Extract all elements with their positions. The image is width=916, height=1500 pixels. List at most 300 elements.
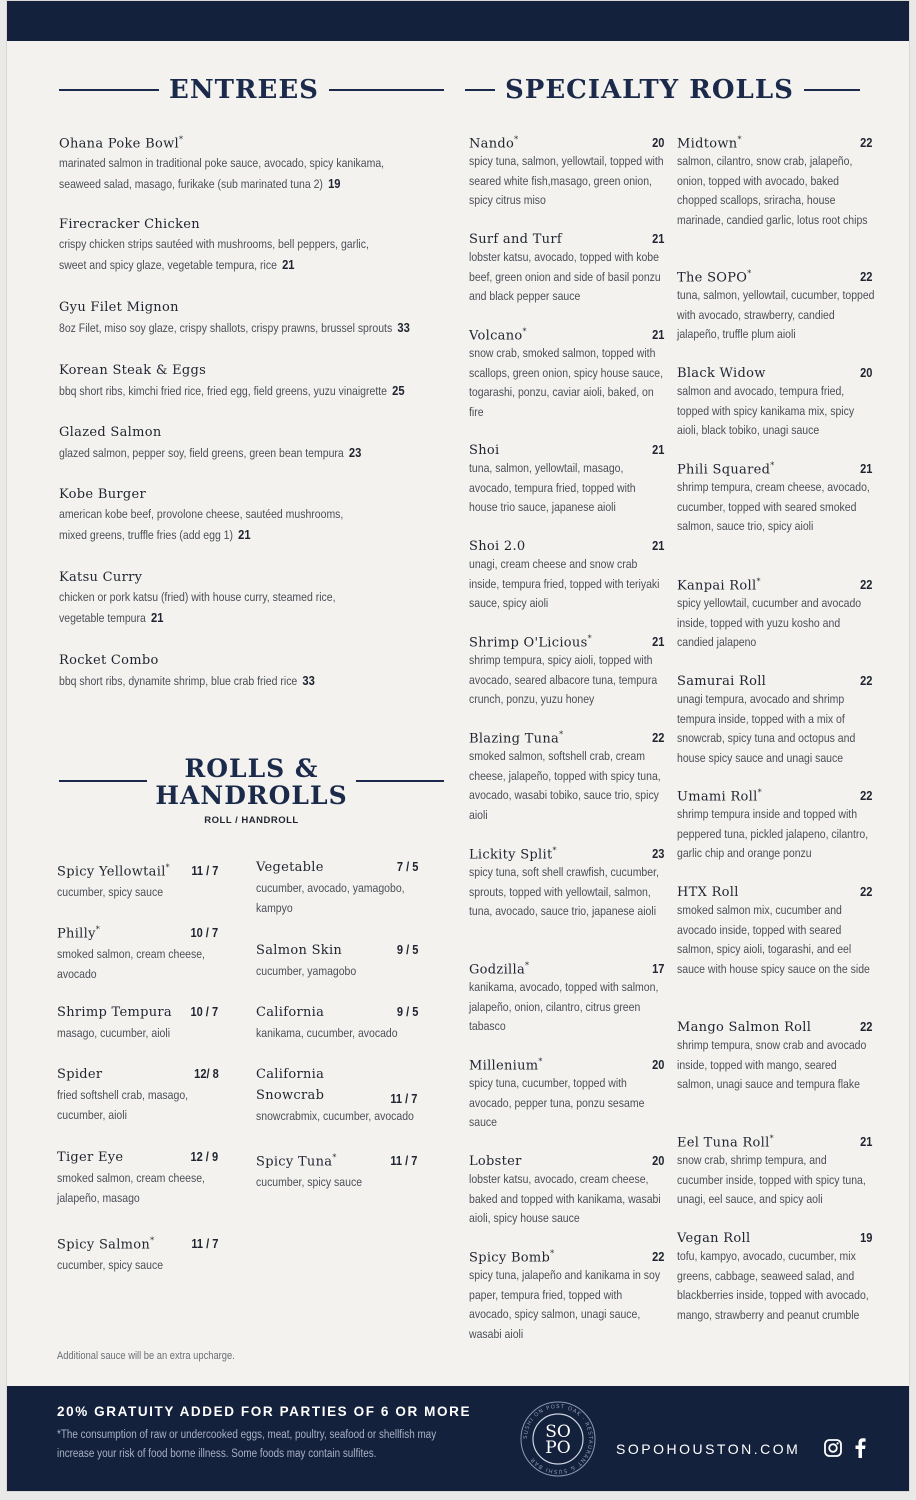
- specialty-roll-price: 22: [859, 269, 872, 285]
- entrees-header: [59, 75, 444, 105]
- specialty-roll-header: [677, 577, 873, 593]
- entree-desc-text: seaweed salad, masago, furikake (sub marinated tuna 2): [59, 176, 323, 191]
- roll-item-price: 12/ 8: [194, 1066, 219, 1081]
- roll-item-price: 11 / 7: [390, 1091, 418, 1106]
- specialty-roll-header: [469, 961, 665, 977]
- specialty-roll: [469, 231, 665, 307]
- top-band: [7, 1, 910, 41]
- entree-name: [59, 300, 459, 315]
- specialty-roll-price: 20: [651, 1153, 664, 1168]
- specialty-roll: [469, 634, 665, 710]
- specialty-roll-price: 19: [859, 1230, 872, 1245]
- specialty-roll-header: [469, 1249, 665, 1265]
- entree-price: 21: [238, 526, 251, 542]
- roll-item: [57, 1147, 221, 1208]
- roll-item-name-text: Spicy Salmon: [57, 1237, 151, 1253]
- specialty-roll-header: [469, 538, 665, 554]
- specialty-roll-name-text: Kanpai Roll: [677, 578, 757, 594]
- specialty-roll-name: [677, 577, 761, 593]
- rolls-header: [59, 756, 444, 828]
- roll-item-name-text: California Snowcrab: [256, 1067, 325, 1103]
- specialty-header: [465, 75, 860, 105]
- roll-item-description: smoked salmon, cream cheese, avocado: [57, 947, 205, 981]
- roll-item-price: 10 / 7: [190, 925, 219, 941]
- specialty-roll-name-text: Black Widow: [677, 366, 766, 381]
- specialty-roll-name: [677, 461, 775, 477]
- roll-item: [256, 1002, 420, 1044]
- rolls-title-line2: HANDROLLS: [155, 781, 348, 810]
- entree-desc-text: bbq short ribs, dynamite shrimp, blue crab fried rice: [59, 674, 298, 688]
- specialty-roll-price: 17: [651, 961, 664, 977]
- roll-item: [57, 857, 221, 903]
- specialty-roll-name: [677, 674, 766, 689]
- specialty-roll-price: 20: [651, 1057, 664, 1073]
- svg-text:SO: SO: [545, 1422, 571, 1442]
- entree-desc-text: vegetable tempura: [59, 610, 146, 625]
- specialty-title: SPECIALTY ROLLS: [505, 75, 794, 105]
- specialty-roll-name-text: Volcano: [469, 328, 523, 344]
- specialty-roll-description: spicy tuna, soft shell crawfish, cucumber, sprouts, topped with yellowtail, salmon, tuna, avocado, sauce trio, japanese aioli: [469, 865, 659, 919]
- specialty-roll-name-text: Blazing Tuna: [469, 731, 560, 747]
- sopo-logo: [518, 1399, 598, 1479]
- specialty-roll-star: *: [770, 461, 775, 470]
- entree-desc-line2: [59, 525, 455, 546]
- roll-item-name-text: Vegetable: [256, 860, 324, 875]
- roll-item-header: [256, 1002, 420, 1023]
- roll-item-price: 9 / 5: [396, 1004, 419, 1019]
- entree-desc-text: glazed salmon, pepper soy, field greens, green bean tempura: [59, 446, 344, 460]
- roll-item-name: [57, 919, 100, 944]
- specialty-roll-name-text: Lickity Split: [469, 847, 553, 863]
- specialty-roll-header: [677, 1230, 873, 1246]
- specialty-roll: [469, 135, 665, 211]
- entree-desc-line2: [59, 608, 455, 629]
- specialty-roll-name: [469, 1249, 554, 1265]
- entree-description: [59, 588, 455, 628]
- specialty-roll-description: spicy tuna, jalapeño and kanikama in soy paper, tempura fried, topped with avocado, spicy salmon, unagi sauce, wasabi aioli: [469, 1268, 661, 1341]
- specialty-roll-header: [677, 673, 873, 689]
- specialty-roll-star: *: [756, 577, 761, 586]
- specialty-roll: [469, 1249, 665, 1344]
- gratuity-notice: 20% GRATUITY ADDED FOR PARTIES OF 6 OR MORE: [57, 1404, 472, 1419]
- specialty-roll: [469, 442, 665, 518]
- specialty-roll: [469, 1057, 665, 1133]
- specialty-roll-name: [469, 634, 592, 650]
- roll-item-description: fried softshell crab, masago, cucumber, aioli: [57, 1088, 189, 1122]
- specialty-roll-name-text: HTX Roll: [677, 885, 739, 900]
- specialty-roll-price: 22: [651, 730, 664, 746]
- specialty-roll-price: 22: [859, 1019, 872, 1034]
- specialty-roll: [469, 327, 665, 422]
- entree-price: 33: [397, 320, 410, 335]
- specialty-roll-name: [677, 885, 739, 900]
- specialty-roll-name-text: Eel Tuna Roll: [677, 1135, 770, 1151]
- entree-desc-line2: [59, 318, 455, 339]
- specialty-roll-header: [469, 327, 665, 343]
- entree-name-text: Korean Steak & Eggs: [59, 363, 207, 378]
- entree-desc-text: 8oz Filet, miso soy glaze, crispy shallots, crispy prawns, brussel sprouts: [59, 321, 393, 335]
- specialty-roll-name: [469, 961, 529, 977]
- specialty-roll-description: spicy yellowtail, cucumber and avocado inside, topped with yuzu kosho and candied jalapeno: [677, 596, 862, 650]
- roll-item-description: kanikama, cucumber, avocado: [256, 1026, 398, 1040]
- entree-item: [59, 653, 459, 692]
- specialty-roll-name-text: Lobster: [469, 1154, 522, 1169]
- entree-desc-line2: [59, 671, 455, 692]
- roll-item-name-text: Spider: [57, 1067, 103, 1082]
- roll-item-description: cucumber, spicy sauce: [57, 1258, 164, 1273]
- specialty-roll-name-text: Mango Salmon Roll: [677, 1020, 812, 1035]
- specialty-roll-name: [469, 327, 527, 343]
- specialty-roll-description: snow crab, smoked salmon, topped with scallops, green onion, spicy house sauce, togarashi, ponzu, caviar aioli, baked, on fire: [469, 346, 664, 419]
- specialty-roll-name-text: Umami Roll: [677, 789, 758, 805]
- roll-item: [256, 940, 420, 982]
- specialty-roll: [469, 538, 665, 614]
- entree-name-text: Rocket Combo: [59, 653, 159, 668]
- entree-item: [59, 570, 459, 628]
- specialty-roll-price: 21: [859, 1134, 872, 1150]
- roll-item: [256, 857, 420, 918]
- roll-item: [57, 1230, 221, 1276]
- specialty-roll-star: *: [552, 846, 557, 855]
- specialty-roll-star: *: [737, 135, 742, 144]
- entree-item: [59, 425, 459, 464]
- roll-item-header: [57, 1002, 221, 1023]
- roll-item-header: [57, 1147, 221, 1168]
- roll-item-name: [256, 1064, 366, 1106]
- entree-item: [59, 217, 459, 275]
- specialty-roll-name-text: The SOPO: [677, 270, 748, 286]
- roll-item-name: [57, 1147, 123, 1168]
- roll-item-name-text: California: [256, 1005, 325, 1020]
- roll-item-name-text: Philly: [57, 926, 96, 942]
- specialty-roll-name-text: Midtown: [677, 136, 738, 152]
- roll-item-header: [256, 1147, 420, 1172]
- specialty-roll-header: [469, 846, 665, 862]
- roll-item-star: *: [332, 1153, 337, 1162]
- specialty-roll-star: *: [757, 788, 762, 797]
- specialty-roll-header: [677, 1019, 873, 1035]
- entree-name: [59, 653, 459, 668]
- specialty-roll-header: [469, 442, 665, 458]
- specialty-roll-description: lobster katsu, avocado, topped with kobe beef, green onion and side of basil ponzu and black pepper sauce: [469, 250, 661, 303]
- specialty-roll-price: 22: [859, 135, 872, 151]
- facebook-icon[interactable]: [853, 1438, 867, 1458]
- specialty-roll-name: [469, 135, 518, 151]
- entree-price: 19: [328, 175, 341, 191]
- specialty-roll: [677, 1230, 873, 1325]
- entree-description: [59, 154, 455, 194]
- entree-desc-text: bbq short ribs, kimchi fried rice, fried egg, field greens, yuzu vinaigrette: [59, 384, 387, 398]
- specialty-roll: [677, 884, 873, 979]
- roll-item-name-text: Tiger Eye: [57, 1150, 124, 1165]
- specialty-roll-name: [677, 788, 762, 804]
- specialty-roll-price: 21: [651, 442, 664, 457]
- specialty-roll-header: [677, 269, 873, 285]
- roll-item: [57, 1064, 221, 1125]
- roll-item-price: 11 / 7: [390, 1153, 418, 1169]
- specialty-roll-star: *: [559, 730, 564, 739]
- specialty-roll-header: [677, 1134, 873, 1150]
- roll-item-name-text: Spicy Tuna: [256, 1154, 333, 1170]
- roll-item-name: [256, 857, 324, 878]
- sauce-note: Additional sauce will be an extra upcharge.: [57, 1350, 235, 1362]
- roll-item-header: [256, 1064, 420, 1106]
- specialty-roll-description: unagi tempura, avocado and shrimp tempura inside, topped with a mix of snowcrab, spicy tuna and octopus and house spicy sauce and unagi sauce: [677, 692, 856, 765]
- specialty-roll: [469, 1153, 665, 1229]
- roll-item-name-text: Shrimp Tempura: [57, 1005, 172, 1020]
- specialty-roll-star: *: [514, 135, 519, 144]
- specialty-roll-star: *: [538, 1057, 543, 1066]
- specialty-roll-header: [469, 1153, 665, 1169]
- specialty-roll-header: [469, 231, 665, 247]
- specialty-roll-description: unagi, cream cheese and snow crab inside, tempura fried, topped with teriyaki sauce, spicy aioli: [469, 557, 660, 610]
- instagram-icon[interactable]: [823, 1438, 843, 1458]
- specialty-roll-description: shrimp tempura, snow crab and avocado inside, topped with mango, seared salmon, unagi sauce and tempura flake: [677, 1038, 867, 1091]
- roll-item-name: [256, 1147, 337, 1172]
- roll-item-name-text: Spicy Yellowtail: [57, 864, 166, 880]
- roll-item-star: *: [95, 925, 101, 934]
- specialty-roll: [677, 577, 873, 653]
- roll-item-name: [256, 1002, 324, 1023]
- roll-item-header: [57, 857, 221, 882]
- specialty-roll: [469, 961, 665, 1037]
- rolls-subtitle: ROLL / HANDROLL: [204, 815, 299, 826]
- specialty-roll-name: [677, 269, 752, 285]
- specialty-roll-name-text: Vegan Roll: [677, 1231, 751, 1246]
- entree-name: [59, 570, 459, 585]
- specialty-roll-description: salmon, cilantro, snow crab, jalapeño, onion, topped with avocado, baked chopped scallops, sriracha, house marinade, candied garlic, lotus root chips: [677, 154, 868, 227]
- menu-page: [6, 0, 910, 1492]
- entree-item: [59, 300, 459, 339]
- specialty-roll-name: [469, 846, 557, 862]
- specialty-roll-price: 20: [859, 365, 872, 380]
- specialty-roll-description: kanikama, avocado, topped with salmon, jalapeño, onion, cilantro, citrus green tabasco: [469, 980, 659, 1034]
- specialty-roll-name: [677, 1134, 774, 1150]
- specialty-roll-description: snow crab, shrimp tempura, and cucumber inside, topped with spicy tuna, unagi, eel sauce, and spicy aoli: [677, 1153, 866, 1207]
- roll-item-price: 9 / 5: [396, 942, 419, 957]
- specialty-roll-name-text: Shoi: [469, 443, 500, 458]
- specialty-roll: [469, 730, 665, 825]
- specialty-roll-name-text: Phili Squared: [677, 462, 771, 478]
- roll-item: [256, 1064, 420, 1127]
- entree-price: 33: [302, 673, 315, 688]
- entree-name: [59, 217, 459, 232]
- entree-item: [59, 135, 459, 194]
- entree-desc-line2: [59, 381, 455, 402]
- entree-desc-line1: crispy chicken strips sautéed with mushrooms, bell peppers, garlic,: [59, 237, 369, 251]
- specialty-roll-description: shrimp tempura, spicy aioli, topped with avocado, seared albacore tuna, tempura crunch, ponzu, yuzu honey: [469, 653, 658, 707]
- roll-item-header: [57, 919, 221, 944]
- specialty-roll-name-text: Spicy Bomb: [469, 1250, 551, 1266]
- roll-item-header: [57, 1230, 221, 1255]
- entree-name-text: Katsu Curry: [59, 570, 143, 585]
- roll-item-description: smoked salmon, cream cheese, jalapeño, masago: [57, 1171, 205, 1205]
- entree-description: [59, 381, 455, 402]
- roll-item-price: 10 / 7: [190, 1004, 219, 1019]
- roll-item-description: cucumber, spicy sauce: [256, 1175, 363, 1190]
- specialty-roll-name: [677, 1231, 750, 1246]
- roll-item-price: 7 / 5: [396, 859, 419, 874]
- specialty-roll-price: 22: [859, 788, 872, 804]
- specialty-roll-name-text: Shrimp O'Licious: [469, 635, 588, 651]
- specialty-roll-price: 23: [651, 846, 664, 862]
- specialty-roll: [677, 788, 873, 864]
- specialty-roll-description: shrimp tempura, cream cheese, avocado, cucumber, topped with seared smoked salmon, sauce trio, spicy aioli: [677, 480, 870, 534]
- specialty-roll-description: tuna, salmon, yellowtail, cucumber, topped with avocado, strawberry, candied jalapeño, truffle plum aioli: [677, 288, 875, 342]
- specialty-roll-header: [469, 135, 665, 151]
- entree-desc-line2: [59, 255, 455, 276]
- entree-name: [59, 425, 459, 440]
- specialty-roll-name: [677, 366, 766, 381]
- roll-item-description: cucumber, yamagobo: [256, 964, 357, 978]
- entree-name-text: Gyu Filet Mignon: [59, 300, 179, 315]
- footer: [7, 1386, 910, 1492]
- entree-desc-line2: [59, 174, 455, 195]
- specialty-roll: [677, 1134, 873, 1210]
- specialty-roll-star: *: [747, 269, 752, 278]
- roll-item-name-text: Salmon Skin: [256, 943, 343, 958]
- entree-star: *: [178, 135, 184, 144]
- roll-item-name: [57, 1230, 154, 1255]
- specialty-roll-description: salmon and avocado, tempura fried, topped with spicy kanikama mix, spicy aioli, black tobiko, unagi sauce: [677, 384, 855, 437]
- entree-name-text: Ohana Poke Bowl: [59, 136, 179, 152]
- entree-name: [59, 363, 459, 378]
- roll-item-price: 11 / 7: [191, 863, 219, 879]
- specialty-roll-name: [677, 1020, 811, 1035]
- specialty-roll-name: [677, 135, 742, 151]
- specialty-roll-header: [677, 788, 873, 804]
- specialty-roll-price: 22: [859, 577, 872, 593]
- entree-description: [59, 505, 455, 545]
- rolls-title-line1: ROLLS &: [184, 754, 319, 783]
- entree-price: 21: [150, 609, 164, 625]
- specialty-roll-price: 21: [651, 538, 664, 553]
- specialty-roll-price: 22: [859, 884, 872, 899]
- specialty-roll-star: *: [587, 634, 592, 643]
- specialty-roll-name-text: Shoi 2.0: [469, 539, 526, 554]
- food-disclaimer: *The consumption of raw or undercooked eggs, meat, poultry, seafood or shellfish may increase your risk of food borne illness. Some foods may contain sulfites.: [57, 1429, 437, 1460]
- specialty-roll-header: [677, 884, 873, 900]
- specialty-roll-name: [469, 443, 499, 458]
- specialty-roll-price: 22: [651, 1249, 664, 1265]
- specialty-roll-description: smoked salmon, softshell crab, cream cheese, jalapeño, topped with spicy tuna, avocado, wasabi tobiko, sauce trio, spicy aioli: [469, 749, 661, 822]
- roll-item-price: 11 / 7: [191, 1236, 219, 1252]
- entree-price: 23: [348, 445, 362, 460]
- entree-desc-text: sweet and spicy glaze, vegetable tempura, rice: [59, 257, 277, 272]
- specialty-roll-price: 22: [859, 673, 872, 688]
- specialty-roll-star: *: [550, 1249, 555, 1258]
- specialty-roll-header: [677, 461, 873, 477]
- entree-desc-line2: [59, 443, 455, 464]
- specialty-roll-description: spicy tuna, salmon, yellowtail, topped with seared white fish,masago, green onion, spicy citrus miso: [469, 154, 664, 208]
- specialty-roll-name-text: Nando: [469, 136, 515, 152]
- specialty-roll-star: *: [522, 327, 527, 336]
- specialty-roll-header: [677, 365, 873, 381]
- roll-item-description: snowcrabmix, cucumber, avocado: [256, 1109, 414, 1123]
- entree-desc-line1: chicken or pork katsu (fried) with house curry, steamed rice,: [59, 590, 336, 604]
- entree-name-text: Kobe Burger: [59, 487, 147, 502]
- specialty-roll: [469, 846, 665, 922]
- entree-price: 21: [282, 256, 295, 272]
- svg-text:SUSHI ON POST OAK · RESTAURANT: SUSHI ON POST OAK · RESTAURANT & SUSHI BAR: [522, 1403, 594, 1475]
- entree-name: [59, 487, 459, 502]
- specialty-roll-star: *: [525, 961, 530, 970]
- specialty-roll: [677, 269, 873, 345]
- specialty-roll-price: 21: [651, 327, 664, 343]
- roll-item-header: [57, 1064, 221, 1085]
- roll-item-description: cucumber, avocado, yamagobo, kampyo: [256, 881, 405, 915]
- specialty-roll-description: lobster katsu, avocado, cream cheese, baked and topped with kanikama, wasabi aioli, spicy house sauce: [469, 1172, 661, 1225]
- specialty-roll-header: [677, 135, 873, 151]
- entree-desc-line1: marinated salmon in traditional poke sauce, avocado, spicy kanikama,: [59, 156, 385, 171]
- roll-item-star: *: [165, 863, 170, 872]
- entree-desc-text: mixed greens, truffle fries (add egg 1): [59, 527, 234, 542]
- roll-item-header: [256, 940, 420, 961]
- entree-name: [59, 135, 459, 151]
- specialty-roll-name: [469, 1154, 522, 1169]
- entree-description: [59, 318, 455, 339]
- roll-item-name: [57, 1002, 172, 1023]
- specialty-roll-description: shrimp tempura inside and topped with peppered tuna, pickled jalapeno, cilantro, garlic chip and orange ponzu: [677, 807, 869, 861]
- roll-item: [57, 919, 221, 984]
- specialty-roll-name: [469, 539, 525, 554]
- roll-item-header: [256, 857, 420, 878]
- specialty-roll-price: 21: [651, 231, 664, 246]
- specialty-roll-name-text: Millenium: [469, 1058, 539, 1074]
- entree-desc-line1: american kobe beef, provolone cheese, sautéed mushrooms,: [59, 507, 344, 521]
- entree-item: [59, 487, 459, 545]
- entrees-title: ENTREES: [169, 75, 319, 105]
- roll-item-description: cucumber, spicy sauce: [57, 885, 164, 900]
- specialty-roll: [677, 1019, 873, 1095]
- roll-item-price: 12 / 9: [190, 1149, 219, 1164]
- entree-item: [59, 363, 459, 402]
- roll-item-name: [256, 940, 342, 961]
- specialty-roll-name: [469, 730, 563, 746]
- specialty-roll-header: [469, 634, 665, 650]
- specialty-roll-name-text: Godzilla: [469, 962, 526, 978]
- roll-item: [57, 1002, 221, 1044]
- roll-item-name: [57, 857, 170, 882]
- entree-description: [59, 671, 455, 692]
- specialty-roll-description: tofu, kampyo, avocado, cucumber, mix greens, cabbage, seaweed salad, and blackberries inside, topped with avocado, mango, strawberry and peanut crumble: [677, 1249, 869, 1322]
- specialty-roll: [677, 673, 873, 768]
- entree-name-text: Firecracker Chicken: [59, 217, 200, 232]
- specialty-roll-description: tuna, salmon, yellowtail, masago, avocado, tempura fried, topped with house trio sauce, japanese aioli: [469, 461, 636, 514]
- specialty-roll-header: [469, 730, 665, 746]
- specialty-roll: [677, 461, 873, 537]
- entree-description: [59, 235, 455, 275]
- roll-item-description: masago, cucumber, aioli: [57, 1026, 171, 1040]
- specialty-roll-name: [469, 232, 562, 247]
- specialty-roll-price: 20: [651, 135, 664, 151]
- specialty-roll-description: smoked salmon mix, cucumber and avocado inside, topped with seared salmon, spicy aioli, togarashi, and eel sauce with house spicy sauce on the side: [677, 903, 870, 976]
- website-link[interactable]: SOPOHOUSTON.COM: [616, 1441, 801, 1457]
- specialty-roll-header: [469, 1057, 665, 1073]
- roll-item-name: [57, 1064, 102, 1085]
- roll-item: [256, 1147, 420, 1193]
- specialty-roll-star: *: [769, 1134, 774, 1143]
- specialty-roll-price: 21: [651, 634, 664, 650]
- specialty-roll: [677, 365, 873, 441]
- specialty-roll: [677, 135, 873, 230]
- specialty-roll-name-text: Samurai Roll: [677, 674, 767, 689]
- specialty-roll-name-text: Surf and Turf: [469, 232, 562, 247]
- roll-item-star: *: [150, 1236, 155, 1245]
- specialty-roll-price: 21: [859, 461, 872, 477]
- specialty-roll-description: spicy tuna, cucumber, topped with avocado, pepper tuna, ponzu sesame sauce: [469, 1076, 645, 1130]
- specialty-roll-name: [469, 1057, 543, 1073]
